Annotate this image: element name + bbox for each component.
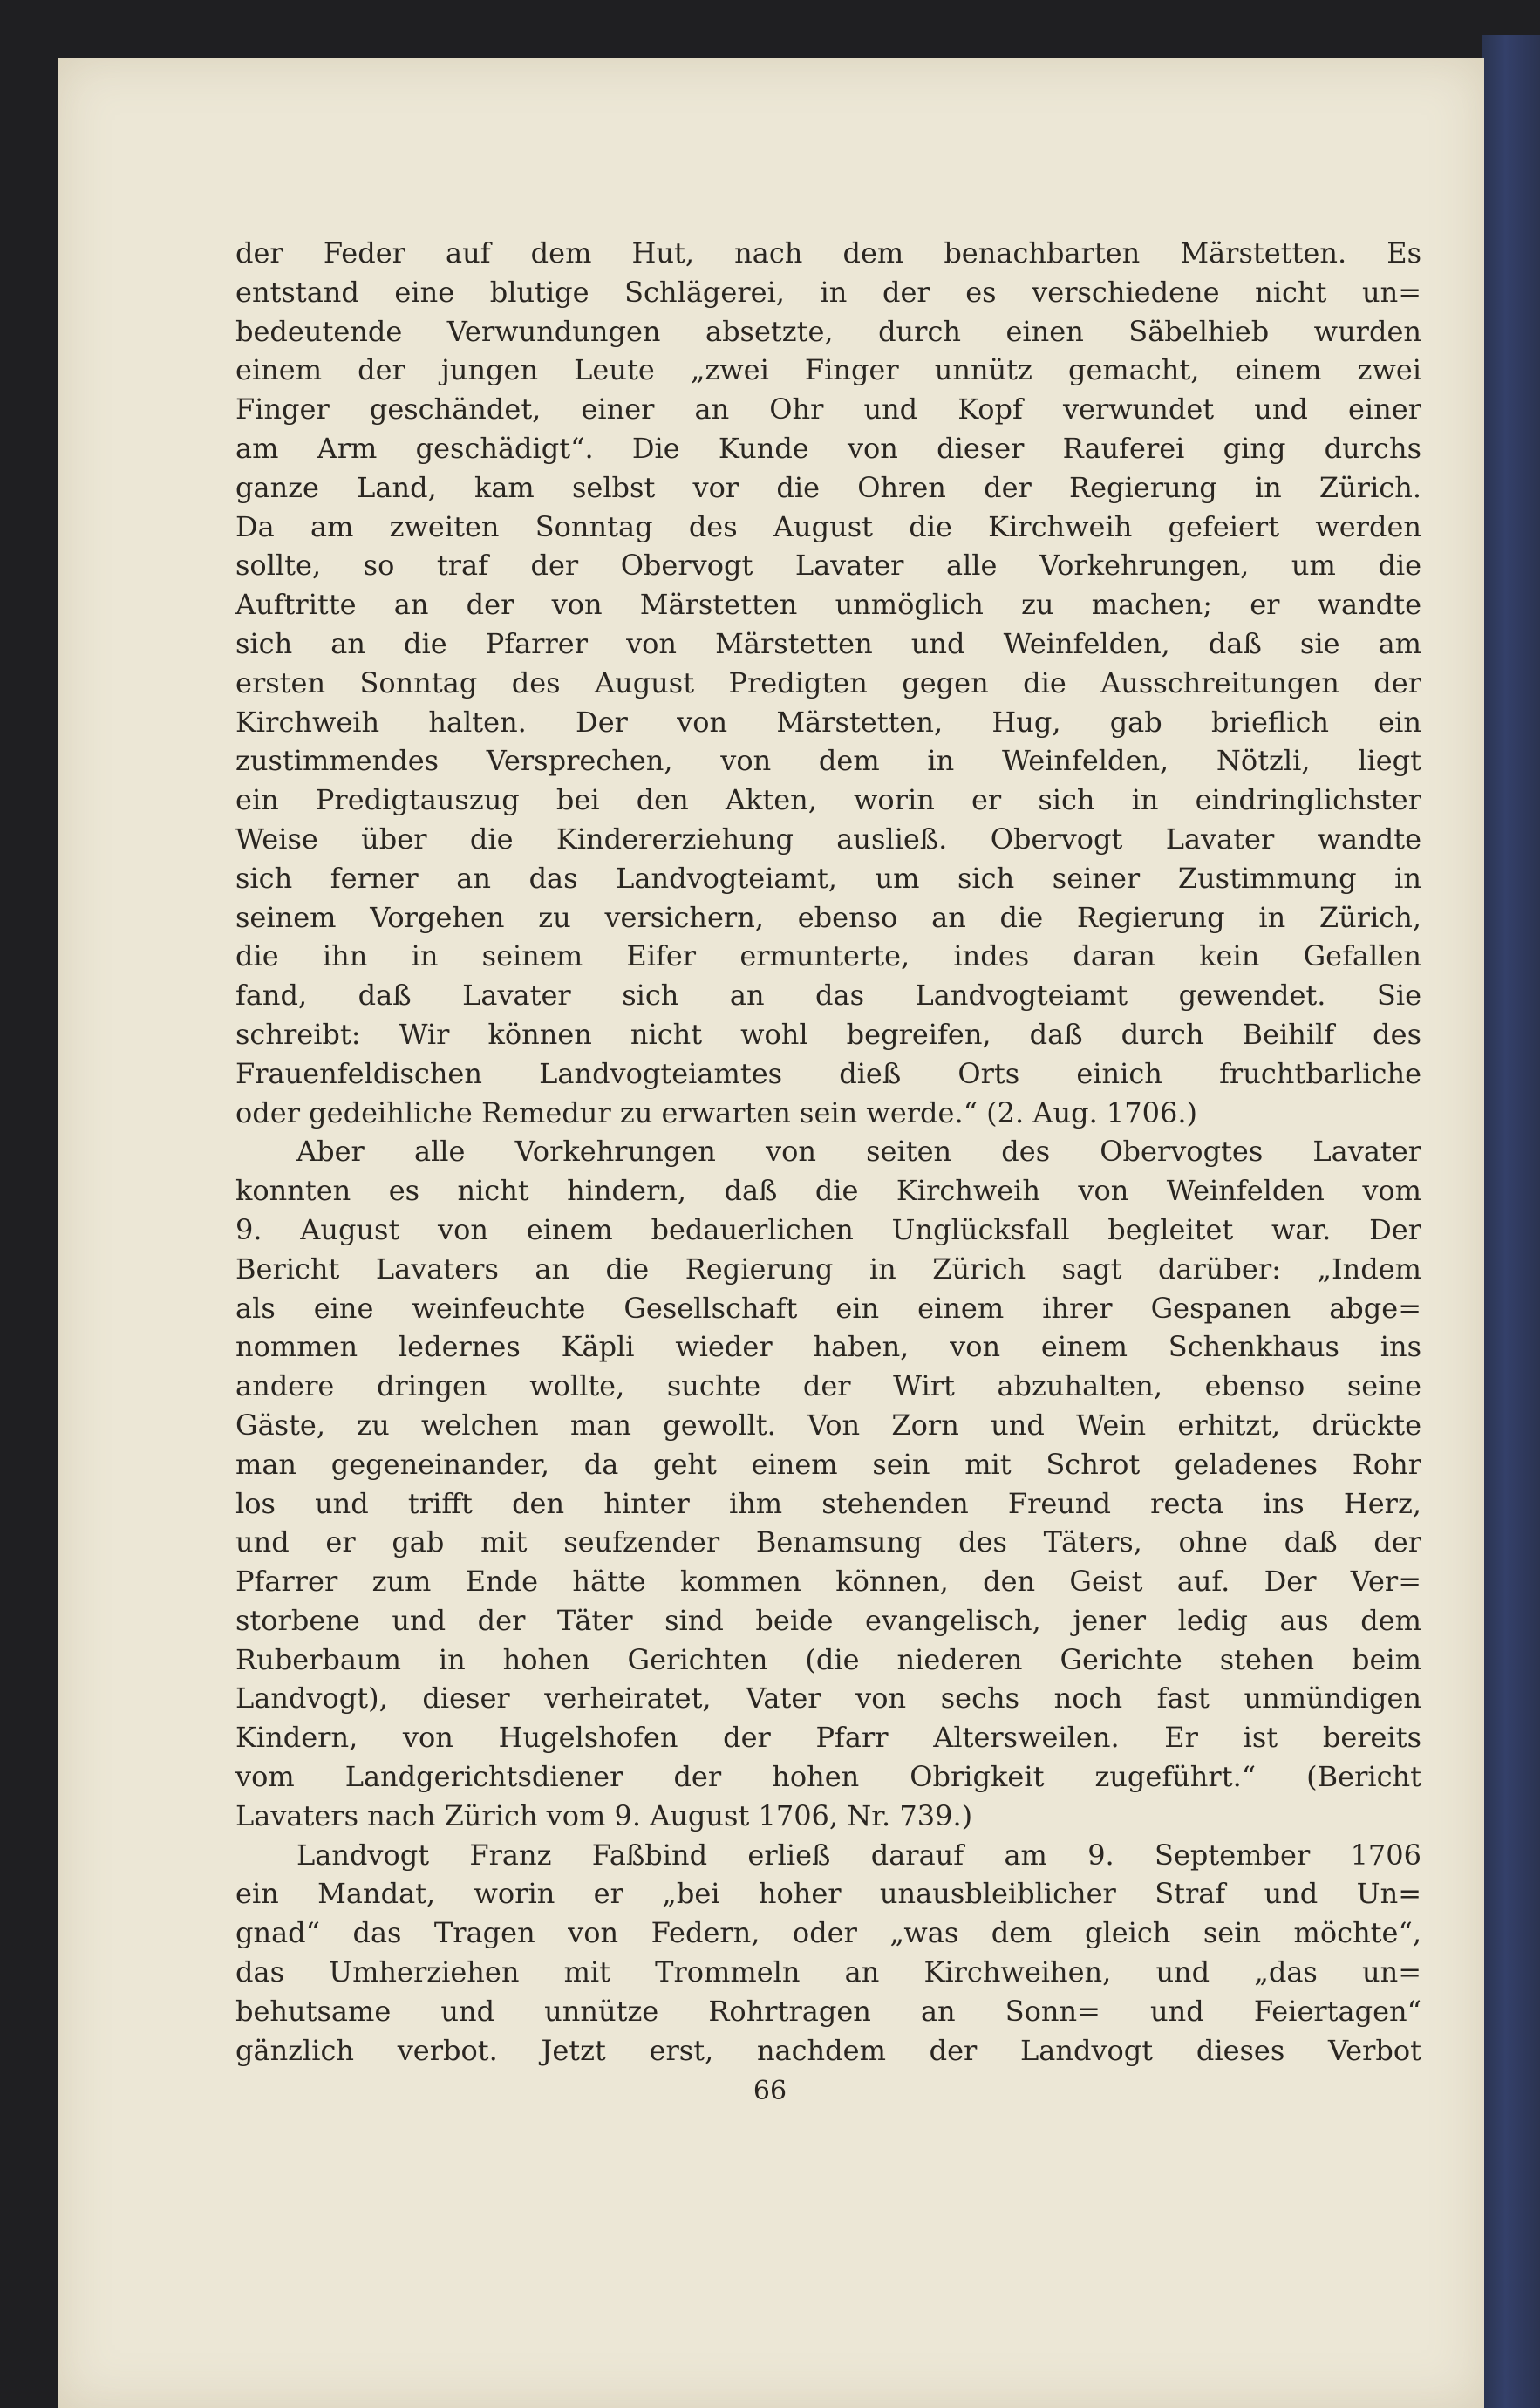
text-line: gänzlich verbot. Jetzt erst, nachdem der Landvogt dieses Verbot xyxy=(235,2033,1421,2067)
text-line: nommen ledernes Käpli wieder haben, von einem Schenkhaus ins xyxy=(235,1330,1421,1364)
text-line: Landvogt Franz Faßbind erließ darauf am 9. September 1706 xyxy=(296,1838,1421,1872)
text-line: Bericht Lavaters an die Regierung in Zürich sagt darüber: „Indem xyxy=(235,1252,1421,1286)
text-line: sich ferner an das Landvogteiamt, um sich seiner Zustimmung in xyxy=(235,861,1421,895)
text-line: Aber alle Vorkehrungen von seiten des Obervogtes Lavater xyxy=(296,1135,1421,1169)
text-line: man gegeneinander, da geht einem sein mit Schrot geladenes Rohr xyxy=(235,1447,1421,1481)
text-line: konnten es nicht hindern, daß die Kirchweih von Weinfelden vom xyxy=(235,1174,1421,1208)
text-line: vom Landgerichtsdiener der hohen Obrigkeit zugeführt.“ (Bericht xyxy=(235,1760,1421,1794)
text-line: storbene und der Täter sind beide evangelisch, jener ledig aus dem xyxy=(235,1603,1421,1637)
text-line: Gäste, zu welchen man gewollt. Von Zorn und Wein erhitzt, drückte xyxy=(235,1408,1421,1442)
text-line: gnad“ das Tragen von Federn, oder „was dem gleich sein möchte“, xyxy=(235,1916,1421,1950)
text-line: am Arm geschädigt“. Die Kunde von dieser Rauferei ging durchs xyxy=(235,431,1421,465)
text-line: behutsame und unnütze Rohrtragen an Sonn= und Feiertagen“ xyxy=(235,1994,1421,2028)
text-line: ein Predigtauszug bei den Akten, worin er sich in eindringlichster xyxy=(235,783,1421,817)
text-line: das Umherziehen mit Trommeln an Kirchweihen, und „das un= xyxy=(235,1955,1421,1989)
page-number: 66 xyxy=(753,2076,787,2106)
text-line: los und trifft den hinter ihm stehenden Freund recta ins Herz, xyxy=(235,1486,1421,1520)
text-line: die ihn in seinem Eifer ermunterte, indes daran kein Gefallen xyxy=(235,939,1421,973)
text-line: 9. August von einem bedauerlichen Unglücksfall begleitet war. Der xyxy=(235,1212,1421,1246)
body-text xyxy=(235,234,1421,2070)
text-line: Finger geschändet, einer an Ohr und Kopf verwundet und einer xyxy=(235,392,1421,426)
text-line: Pfarrer zum Ende hätte kommen können, den Geist auf. Der Ver= xyxy=(235,1565,1421,1599)
text-line: fand, daß Lavater sich an das Landvogteiamt gewendet. Sie xyxy=(235,979,1421,1013)
text-line: Frauenfeldischen Landvogteiamtes dieß Orts einich fruchtbarliche xyxy=(235,1056,1421,1090)
text-line: einem der jungen Leute „zwei Finger unnütz gemacht, einem zwei xyxy=(235,353,1421,387)
text-line: bedeutende Verwundungen absetzte, durch einen Säbelhieb wurden xyxy=(235,314,1421,348)
text-line: sollte, so traf der Obervogt Lavater alle Vorkehrungen, um die xyxy=(235,549,1421,583)
text-line: Landvogt), dieser verheiratet, Vater von sechs noch fast unmündigen xyxy=(235,1682,1421,1716)
text-line: entstand eine blutige Schlägerei, in der es verschiedene nicht un= xyxy=(235,275,1421,309)
text-line: Kirchweih halten. Der von Märstetten, Hug, gab brieflich ein xyxy=(235,705,1421,739)
text-line: ganze Land, kam selbst vor die Ohren der Regierung in Zürich. xyxy=(235,470,1421,504)
text-line: zustimmendes Versprechen, von dem in Weinfelden, Nötzli, liegt xyxy=(235,744,1421,778)
text-line: der Feder auf dem Hut, nach dem benachbarten Märstetten. Es xyxy=(235,236,1421,269)
book-binding-edge xyxy=(1482,35,1540,2408)
text-line: Weise über die Kindererziehung ausließ. Obervogt Lavater wandte xyxy=(235,822,1421,856)
text-line: Lavaters nach Zürich vom 9. August 1706, Nr. 739.) xyxy=(235,1798,973,1832)
text-line: Kindern, von Hugelshofen der Pfarr Altersweilen. Er ist bereits xyxy=(235,1721,1421,1755)
text-line: seinem Vorgehen zu versichern, ebenso an die Regierung in Zürich, xyxy=(235,900,1421,934)
text-line: sich an die Pfarrer von Märstetten und Weinfelden, daß sie am xyxy=(235,626,1421,660)
text-line: Da am zweiten Sonntag des August die Kirchweih gefeiert werden xyxy=(235,509,1421,543)
text-line: oder gedeihliche Remedur zu erwarten sein werde.“ (2. Aug. 1706.) xyxy=(235,1095,1197,1129)
text-line: ein Mandat, worin er „bei hoher unausbleiblicher Straf und Un= xyxy=(235,1877,1421,1911)
text-line: Ruberbaum in hohen Gerichten (die niederen Gerichte stehen beim xyxy=(235,1642,1421,1676)
text-line: und er gab mit seufzender Benamsung des Täters, ohne daß der xyxy=(235,1525,1421,1559)
text-line: andere dringen wollte, suchte der Wirt abzuhalten, ebenso seine xyxy=(235,1369,1421,1403)
text-line: schreibt: Wir können nicht wohl begreifen, daß durch Beihilf des xyxy=(235,1017,1421,1051)
text-line: als eine weinfeuchte Gesellschaft ein einem ihrer Gespanen abge= xyxy=(235,1291,1421,1325)
text-line: Auftritte an der von Märstetten unmöglich zu machen; er wandte xyxy=(235,588,1421,622)
text-line: ersten Sonntag des August Predigten gegen die Ausschreitungen der xyxy=(235,665,1421,699)
